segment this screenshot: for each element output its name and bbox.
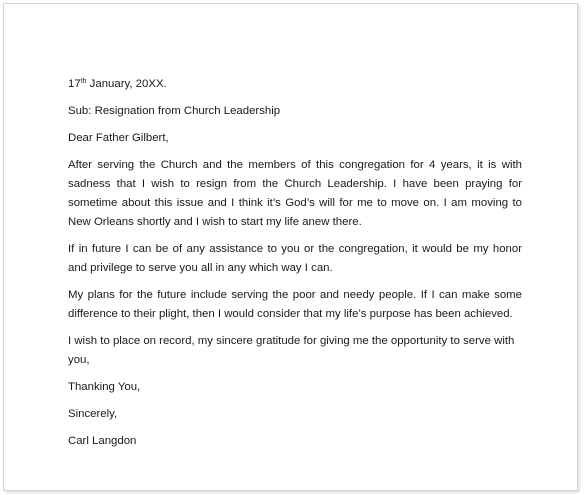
letter-paragraph-3: My plans for the future include serving the poor and needy people. If I can make some difference to their plight, then I would consider that my life’s purpose has been achieved. [68, 289, 522, 320]
resignation-letter [68, 75, 522, 459]
letter-paragraph-4: I wish to place on record, my sincere gratitude for giving me the opportunity to serve with you, [68, 335, 515, 366]
date-suffix: th [80, 78, 87, 85]
date-month-year: January, 20XX. [86, 78, 167, 90]
letter-paragraph-2: If in future I can be of any assistance to you or the congregation, it would be my honor and privilege to serve you all in any which way I can. [68, 243, 522, 274]
letter-paragraph-1: After serving the Church and the members of this congregation for 4 years, it is with sadness that I wish to resign from the Church Leadership. I have been praying for sometime about this issue and I think it’s God’s will for me to move on. I am moving to New Orleans shortly and I wish to start my life anew there. [68, 159, 522, 228]
letter-closing: Sincerely, [68, 408, 118, 420]
letter-date [68, 75, 522, 94]
letter-subject: Sub: Resignation from Church Leadership [68, 105, 281, 117]
date-day: 17 [68, 78, 81, 90]
letter-thanks: Thanking You, [68, 381, 141, 393]
letter-signature: Carl Langdon [68, 435, 137, 447]
letter-salutation: Dear Father Gilbert, [68, 132, 169, 144]
document-page [3, 3, 578, 491]
